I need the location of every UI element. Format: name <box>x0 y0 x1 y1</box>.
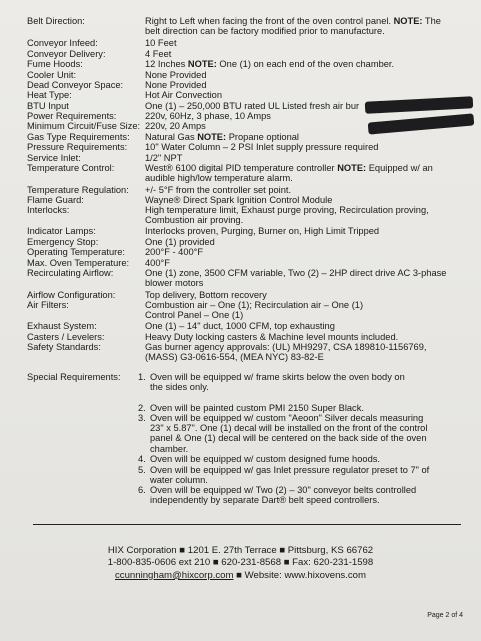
page-number: Page 2 of 4 <box>427 612 463 619</box>
spec-value-line: West® 6100 digital PID temperature controller NOTE: Equipped w/ an <box>145 163 433 173</box>
requirement-number: 1. <box>138 372 146 382</box>
spec-label: Air Filters: <box>27 300 69 310</box>
company-footer <box>0 545 481 582</box>
spec-value-line: Control Panel – One (1) <box>145 310 244 321</box>
spec-label: Conveyor Infeed: <box>27 38 98 48</box>
spec-value <box>145 142 475 152</box>
spec-label: Pressure Requirements: <box>27 142 128 152</box>
spec-value-line: One (1) – 250,000 BTU rated UL Listed fresh air bur <box>145 101 360 111</box>
spec-label: Temperature Regulation: <box>27 185 129 195</box>
spec-value <box>145 195 475 205</box>
note-keyword: NOTE: <box>197 132 227 142</box>
requirement-line: Oven will be equipped w/ Two (2) – 30" conveyor belts controlled <box>150 485 417 495</box>
spec-label: Recirculating Airflow: <box>27 268 114 278</box>
spec-value-line: 1/2" NPT <box>145 153 183 163</box>
spec-value <box>145 247 475 257</box>
requirement-line: Oven will be equipped w/ frame skirts below the oven body on <box>150 372 405 382</box>
spec-value-line: Interlocks proven, Purging, Burner on, High Limit Tripped <box>145 226 380 236</box>
requirement-line: Oven will be equipped w/ custom "Aeoon" Silver decals measuring <box>150 413 424 423</box>
spec-value <box>145 258 475 268</box>
requirement-line: panel & One (1) decal will be centered on the back side of the oven <box>150 433 427 444</box>
spec-value-line: High temperature limit, Exhaust purge proving, Recirculation proving, <box>145 205 429 215</box>
spec-value <box>145 342 475 362</box>
requirement-text <box>150 485 475 505</box>
spec-value <box>145 163 475 183</box>
spec-label: Heat Type: <box>27 90 72 100</box>
spec-value-line: 220v, 20 Amps <box>145 121 206 131</box>
spec-value-line: Right to Left when facing the front of the oven control panel. NOTE: The <box>145 16 441 26</box>
spec-value-line: Heavy Duty locking casters & Machine level mounts included. <box>145 332 399 342</box>
special-requirements-label: Special Requirements: <box>27 372 121 382</box>
spec-label: BTU Input <box>27 101 69 111</box>
spec-label: Fume Hoods: <box>27 59 83 69</box>
spec-value <box>145 300 475 320</box>
footer-website: ■ Website: www.hixovens.com <box>233 569 367 581</box>
spec-value-line: One (1) – 14" duct, 1000 CFM, top exhausting <box>145 321 335 331</box>
requirement-text <box>150 454 475 464</box>
spec-value <box>145 185 475 195</box>
footer-contact <box>0 570 481 582</box>
spec-label: Dead Conveyor Space: <box>27 80 124 90</box>
spec-value <box>145 226 475 236</box>
spec-value-line: Gas burner agency approvals: (UL) MH9297, CSA 189810-1156769, <box>145 342 427 352</box>
spec-value-line: audible high/low temperature alarm. <box>145 173 293 184</box>
spec-value-line: 10" Water Column – 2 PSI Inlet supply pressure required <box>145 142 379 152</box>
spec-value <box>145 59 475 69</box>
spec-label: Emergency Stop: <box>27 237 99 247</box>
requirement-line: the sides only. <box>150 382 209 393</box>
spec-label: Cooler Unit: <box>27 70 77 80</box>
spec-value <box>145 321 475 331</box>
spec-label: Interlocks: <box>27 205 70 215</box>
requirement-text <box>150 465 475 485</box>
spec-label: Service Inlet: <box>27 153 81 163</box>
spec-value-line: Top delivery, Bottom recovery <box>145 290 267 300</box>
spec-label: Airflow Configuration: <box>27 290 116 300</box>
spec-label: Max. Oven Temperature: <box>27 258 130 268</box>
spec-value-line: 4 Feet <box>145 49 172 59</box>
requirement-line: independently by separate Dart® belt speed controllers. <box>150 495 380 506</box>
spec-label: Gas Type Requirements: <box>27 132 130 142</box>
spec-value-line: 400°F <box>145 258 170 268</box>
requirement-number: 6. <box>138 485 146 495</box>
spec-value <box>145 205 475 225</box>
spec-label: Operating Temperature: <box>27 247 126 257</box>
requirement-number: 3. <box>138 413 146 423</box>
spec-value <box>145 70 475 80</box>
spec-value-line: None Provided <box>145 70 207 80</box>
requirement-text <box>150 413 475 454</box>
spec-value <box>145 80 475 90</box>
footer-email-link[interactable]: ccunningham@hixcorp.com <box>114 569 234 581</box>
requirement-number: 2. <box>138 403 146 413</box>
requirement-line: Oven will be equipped w/ custom designed fume hoods. <box>150 454 380 464</box>
spec-value-line: 220v, 60Hz, 3 phase, 10 Amps <box>145 111 271 121</box>
footer-address: HIX Corporation ■ 1201 E. 27th Terrace ■ Pittsburg, KS 66762 <box>107 545 374 556</box>
requirement-text <box>150 403 475 413</box>
requirement-line: water column. <box>150 475 208 486</box>
spec-value <box>145 132 475 142</box>
requirement-line: 23" x 5.87". One (1) decal will be installed on the front of the control <box>150 423 428 434</box>
spec-value-line: blower motors <box>145 278 204 289</box>
spec-label: Exhaust System: <box>27 321 97 331</box>
spec-value-line: belt direction can be factory modified prior to manufacture. <box>145 26 385 37</box>
spec-value-line: 10 Feet <box>145 38 177 48</box>
requirement-line: chamber. <box>150 443 189 454</box>
spec-value <box>145 16 475 36</box>
spec-value-line: +/- 5°F from the controller set point. <box>145 185 292 195</box>
spec-label: Flame Guard: <box>27 195 84 205</box>
spec-label: Conveyor Delivery: <box>27 49 106 59</box>
spec-label: Temperature Control: <box>27 163 115 173</box>
requirement-line: Oven will be painted custom PMI 2150 Super Black. <box>150 403 364 413</box>
spec-value-line: Natural Gas NOTE: Propane optional <box>145 132 299 142</box>
spec-value-line: 200°F - 400°F <box>145 247 204 257</box>
spec-value-line: None Provided <box>145 80 207 90</box>
spec-value <box>145 290 475 300</box>
spec-value-line: One (1) provided <box>145 237 215 247</box>
requirement-text <box>150 372 475 392</box>
spec-label: Power Requirements: <box>27 111 117 121</box>
spec-value <box>145 332 475 342</box>
spec-value <box>145 153 475 163</box>
spec-value <box>145 237 475 247</box>
spec-value <box>145 49 475 59</box>
requirement-number: 4. <box>138 454 146 464</box>
spec-label: Indicator Lamps: <box>27 226 96 236</box>
footer-divider <box>33 524 461 525</box>
requirement-line: Oven will be equipped w/ gas Inlet pressure regulator preset to 7" of <box>150 465 430 475</box>
spec-value-line: Hot Air Convection <box>145 90 222 100</box>
spec-value <box>145 38 475 48</box>
note-keyword: NOTE: <box>337 163 367 173</box>
requirement-number: 5. <box>138 465 146 475</box>
spec-value-line: (MASS) G3-0616-554, (MEA NYC) 83-82-E <box>145 352 324 363</box>
spec-label: Casters / Levelers: <box>27 332 105 342</box>
spec-label: Minimum Circuit/Fuse Size: <box>27 121 141 131</box>
note-keyword: NOTE: <box>393 16 423 26</box>
spec-value-line: Wayne® Direct Spark Ignition Control Module <box>145 195 333 205</box>
spec-value <box>145 268 475 288</box>
spec-value-line: One (1) zone, 3500 CFM variable, Two (2) – 2HP direct drive AC 3-phase <box>145 268 447 278</box>
note-keyword: NOTE: <box>187 59 217 69</box>
spec-label: Belt Direction: <box>27 16 85 26</box>
spec-label: Safety Standards: <box>27 342 101 352</box>
spec-value-line: Combustion air proving. <box>145 215 244 226</box>
spec-value-line: Combustion air – One (1); Recirculation air – One (1) <box>145 300 364 310</box>
spec-value-line: 12 Inches NOTE: One (1) on each end of the oven chamber. <box>145 59 395 69</box>
footer-phone: 1-800-835-0606 ext 210 ■ 620-231-8568 ■ Fax: 620-231-1598 <box>107 557 374 569</box>
